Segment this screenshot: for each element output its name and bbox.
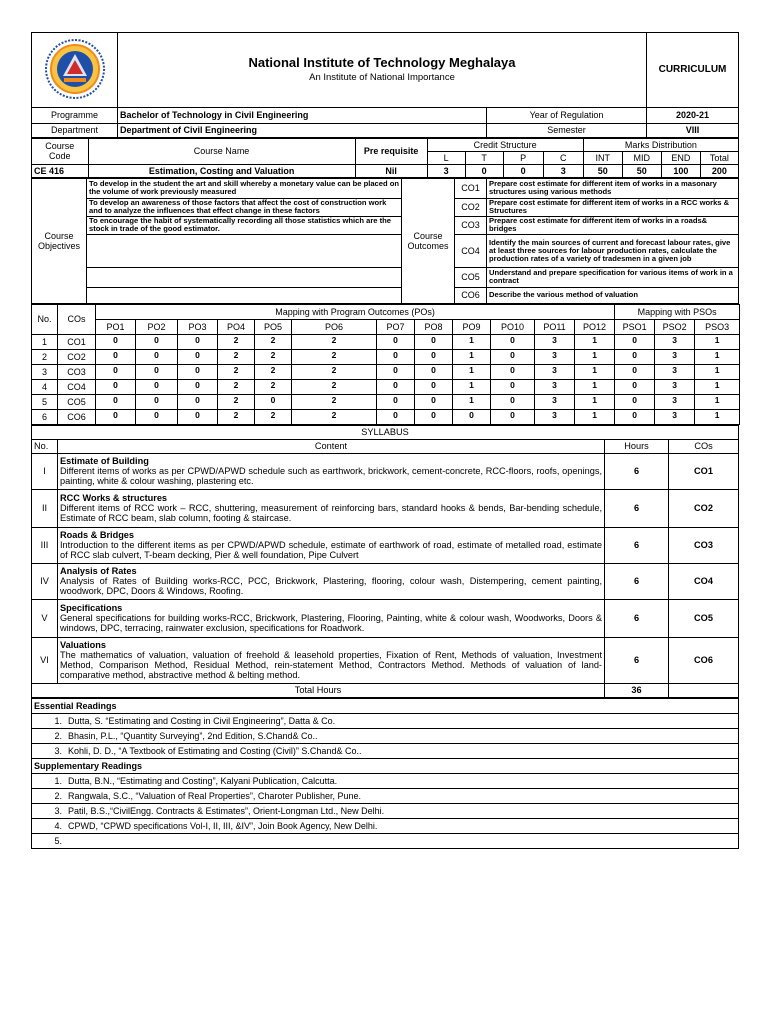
mapping-value: 1 — [695, 349, 740, 364]
mapping-value: 2 — [218, 364, 255, 379]
col-C: C — [543, 151, 583, 164]
header-table — [31, 32, 739, 108]
mapping-value: 3 — [535, 379, 575, 394]
mapping-value: 2 — [255, 349, 292, 364]
mapping-value: 0 — [615, 409, 655, 424]
outcome-text: Prepare cost estimate for different item of works in a roads& bridges — [487, 216, 739, 234]
mapping-value: 2 — [292, 364, 377, 379]
unit-hours: 6 — [605, 599, 669, 637]
unit-body: Different items of RCC work – RCC, shuttering, measurement of reinforcing bars, standard hooks & bends, Bar-bending schedule, Estimate of RCC beam, slab column, footing & staircase. — [60, 503, 602, 523]
mapping-value: 1 — [695, 394, 740, 409]
mapping-value: 0 — [96, 409, 136, 424]
unit-no: IV — [32, 563, 58, 599]
objective-1: To develop in the student the art and skill whereby a monetary value can be placed on the volume of work previously measured — [87, 178, 402, 198]
mapping-value: 2 — [255, 364, 292, 379]
mapping-value: 0 — [136, 379, 178, 394]
institute-tagline: An Institute of National Importance — [309, 72, 455, 83]
mapping-cos-label: COs — [58, 304, 96, 334]
mapping-value: 0 — [377, 394, 415, 409]
reading-number: 3. — [54, 745, 62, 756]
mapping-value: 0 — [415, 334, 453, 349]
unit-hours: 6 — [605, 563, 669, 599]
mapping-value: 0 — [178, 409, 218, 424]
col-P: P — [503, 151, 543, 164]
prereq-label: Pre requisite — [355, 138, 427, 164]
readings-table — [31, 698, 739, 849]
objective-4 — [87, 234, 402, 267]
mapping-value: 0 — [415, 349, 453, 364]
unit-body: General specifications for building works-RCC, Brickwork, Plastering, Flooring, Painting, white & colour wash, Woodworks, Doors & windows, DPC, terracing, rainwater exclusion, specifications for Roadwork. — [60, 613, 602, 633]
mapping-value: 1 — [575, 409, 615, 424]
mapping-value: 0 — [491, 364, 535, 379]
syllabus-hours-label: Hours — [605, 439, 669, 453]
mapping-value: 3 — [655, 334, 695, 349]
logo-cell — [32, 33, 118, 108]
regulation-label: Year of Regulation — [487, 108, 647, 123]
programme-table — [31, 108, 739, 138]
mapping-value: 0 — [136, 364, 178, 379]
po-mapping-title: Mapping with Program Outcomes (POs) — [96, 304, 615, 319]
col-INT: INT — [583, 151, 622, 164]
total-hours-empty — [669, 683, 739, 697]
mapping-value: 1 — [695, 364, 740, 379]
total-hours-label: Total Hours — [32, 683, 605, 697]
mapping-value: 0 — [136, 349, 178, 364]
unit-co: CO2 — [669, 489, 739, 527]
mapping-row-co: CO6 — [58, 409, 96, 424]
mapping-col-po12: PO12 — [575, 319, 615, 334]
mapping-value: 1 — [575, 334, 615, 349]
mapping-value: 0 — [96, 364, 136, 379]
unit-hours: 6 — [605, 527, 669, 563]
reading-text: Kohli, D. D., “A Textbook of Estimating and Costing (Civil)” S.Chand& Co.. — [68, 745, 362, 756]
curriculum-sheet — [31, 32, 739, 849]
mapping-value: 0 — [178, 379, 218, 394]
reading-item — [32, 833, 739, 848]
mapping-value: 0 — [377, 379, 415, 394]
outcome-co: CO6 — [455, 287, 487, 303]
mapping-col-pso1: PSO1 — [615, 319, 655, 334]
mapping-value: 0 — [453, 409, 491, 424]
regulation-value: 2020-21 — [647, 108, 739, 123]
reading-cell — [32, 728, 739, 743]
unit-hours: 6 — [605, 453, 669, 489]
syllabus-content-label: Content — [58, 439, 605, 453]
mapping-row — [32, 364, 740, 379]
syllabus-table — [31, 425, 739, 698]
mapping-col-po3: PO3 — [178, 319, 218, 334]
syllabus-title: SYLLABUS — [32, 425, 739, 439]
mapping-value: 3 — [535, 394, 575, 409]
mapping-row — [32, 394, 740, 409]
institute-name: National Institute of Technology Meghalaya — [248, 55, 516, 70]
mapping-value: 0 — [615, 334, 655, 349]
course-table — [31, 138, 739, 178]
mapping-value: 0 — [136, 334, 178, 349]
objective-6 — [87, 287, 402, 303]
objective-3: To encourage the habit of systematically recording all those statistics which are the stock in trade of the good estimator. — [87, 216, 402, 234]
mapping-value: 2 — [292, 349, 377, 364]
mapping-value: 0 — [377, 334, 415, 349]
mapping-col-po6: PO6 — [292, 319, 377, 334]
mapping-value: 1 — [575, 379, 615, 394]
mapping-row-no: 1 — [32, 334, 58, 349]
mapping-value: 1 — [695, 409, 740, 424]
unit-content — [58, 453, 605, 489]
outcome-co: CO5 — [455, 267, 487, 287]
reading-cell — [32, 713, 739, 728]
mapping-value: 0 — [491, 409, 535, 424]
mapping-value: 0 — [136, 409, 178, 424]
mapping-row-no: 4 — [32, 379, 58, 394]
reading-text: Patil, B.S.,“CivilEngg. Contracts & Estimates”, Orient-Longman Ltd., New Delhi. — [68, 805, 385, 816]
objectives-label: Course Objectives — [32, 178, 87, 303]
mapping-value: 1 — [453, 364, 491, 379]
unit-content — [58, 527, 605, 563]
mapping-value: 0 — [96, 334, 136, 349]
total-hours-value: 36 — [605, 683, 669, 697]
mapping-row — [32, 379, 740, 394]
outcome-text: Understand and prepare specification for various items of work in a contract — [487, 267, 739, 287]
mapping-value: 0 — [415, 379, 453, 394]
reading-number: 2. — [54, 730, 62, 741]
course-INT: 50 — [583, 164, 622, 177]
mapping-value: 3 — [655, 379, 695, 394]
unit-co: CO1 — [669, 453, 739, 489]
mapping-value: 3 — [655, 409, 695, 424]
mapping-value: 0 — [178, 394, 218, 409]
unit-content — [58, 489, 605, 527]
mapping-value: 2 — [255, 409, 292, 424]
mapping-value: 2 — [292, 334, 377, 349]
reading-item — [32, 713, 739, 728]
reading-text: Bhasin, P.L., “Quantity Surveying”, 2nd Edition, S.Chand& Co.. — [68, 730, 318, 741]
mapping-value: 0 — [491, 394, 535, 409]
reading-item — [32, 728, 739, 743]
reading-cell — [32, 773, 739, 788]
programme-label: Programme — [32, 108, 118, 123]
reading-item — [32, 803, 739, 818]
mapping-no-label: No. — [32, 304, 58, 334]
syllabus-unit — [32, 599, 739, 637]
mapping-col-po9: PO9 — [453, 319, 491, 334]
col-Total: Total — [700, 151, 738, 164]
supplementary-readings-title: Supplementary Readings — [32, 758, 739, 773]
mapping-value: 0 — [96, 349, 136, 364]
mapping-value: 0 — [178, 364, 218, 379]
unit-no: V — [32, 599, 58, 637]
mapping-col-po5: PO5 — [255, 319, 292, 334]
mapping-value: 3 — [535, 349, 575, 364]
mapping-value: 0 — [491, 349, 535, 364]
reading-number: 2. — [54, 790, 62, 801]
mapping-col-pso3: PSO3 — [695, 319, 740, 334]
reading-cell — [32, 788, 739, 803]
mapping-value: 1 — [695, 379, 740, 394]
mapping-value: 0 — [255, 394, 292, 409]
syllabus-unit — [32, 563, 739, 599]
reading-cell — [32, 818, 739, 833]
mapping-table — [31, 304, 740, 425]
course-code: CE 416 — [32, 164, 89, 177]
mapping-col-po2: PO2 — [136, 319, 178, 334]
syllabus-no-label: No. — [32, 439, 58, 453]
unit-no: VI — [32, 637, 58, 683]
course-prereq: Nil — [355, 164, 427, 177]
unit-title: Analysis of Rates — [60, 566, 137, 576]
unit-title: RCC Works & structures — [60, 493, 168, 503]
mapping-value: 2 — [292, 409, 377, 424]
mapping-value: 0 — [377, 409, 415, 424]
mapping-value: 1 — [453, 379, 491, 394]
mapping-col-pso2: PSO2 — [655, 319, 695, 334]
unit-body: Analysis of Rates of Building works-RCC, PCC, Brickwork, Plastering, flooring, colour wash, Distempering, cement painting, woodwork, DPC, Doors & Windows, Roofing. — [60, 576, 602, 596]
mapping-value: 1 — [453, 349, 491, 364]
unit-title: Estimate of Building — [60, 456, 149, 466]
reading-text: Dutta, B.N., “Estimating and Costing”, Kalyani Publication, Calcutta. — [68, 775, 338, 786]
mapping-row — [32, 409, 740, 424]
reading-text: CPWD, “CPWD specifications Vol-I, II, III, &IV”, Join Book Agency, New Delhi. — [68, 820, 378, 831]
mapping-row-co: CO3 — [58, 364, 96, 379]
mapping-value: 3 — [535, 364, 575, 379]
outcome-co: CO4 — [455, 234, 487, 267]
unit-body: The mathematics of valuation, valuation of freehold & leasehold properties, Fixation of Rent, Methods of valuation, Investment Method, Comparison Method, Residual Method, rein-statement Method, Contractors Method. Methods of valuation of land-comparative method, abstractive method & belting method. — [60, 650, 602, 680]
unit-content — [58, 563, 605, 599]
mapping-row-co: CO4 — [58, 379, 96, 394]
course-name-label: Course Name — [88, 138, 355, 164]
syllabus-cos-label: COs — [669, 439, 739, 453]
unit-hours: 6 — [605, 489, 669, 527]
col-END: END — [661, 151, 700, 164]
outcomes-label: Course Outcomes — [402, 178, 455, 303]
mapping-col-po10: PO10 — [491, 319, 535, 334]
mapping-value: 2 — [218, 394, 255, 409]
syllabus-unit — [32, 489, 739, 527]
mapping-value: 0 — [491, 379, 535, 394]
unit-co: CO5 — [669, 599, 739, 637]
mapping-value: 3 — [535, 409, 575, 424]
outcome-co: CO2 — [455, 198, 487, 216]
mapping-row — [32, 349, 740, 364]
mapping-value: 0 — [491, 334, 535, 349]
outcome-text: Identify the main sources of current and forecast labour rates, give at least three sources for labour production rates, calculate the production rates of a variety of tradesmen in a given job — [487, 234, 739, 267]
mapping-value: 0 — [615, 364, 655, 379]
reading-number: 1. — [54, 715, 62, 726]
mapping-value: 0 — [415, 409, 453, 424]
reading-number: 3. — [54, 805, 62, 816]
course-MID: 50 — [622, 164, 661, 177]
mapping-value: 0 — [415, 394, 453, 409]
col-L: L — [427, 151, 465, 164]
outcome-text: Describe the various method of valuation — [487, 287, 739, 303]
unit-content — [58, 637, 605, 683]
mapping-col-po1: PO1 — [96, 319, 136, 334]
col-T: T — [465, 151, 503, 164]
mapping-col-po4: PO4 — [218, 319, 255, 334]
mapping-value: 3 — [535, 334, 575, 349]
mapping-value: 1 — [575, 394, 615, 409]
mapping-value: 2 — [218, 409, 255, 424]
outcome-text: Prepare cost estimate for different item of works in a masonary structures using various methods — [487, 178, 739, 198]
mapping-value: 2 — [218, 379, 255, 394]
unit-co: CO3 — [669, 527, 739, 563]
mapping-value: 3 — [655, 364, 695, 379]
unit-content — [58, 599, 605, 637]
mapping-value: 3 — [655, 349, 695, 364]
unit-no: III — [32, 527, 58, 563]
mapping-value: 2 — [255, 379, 292, 394]
objective-5 — [87, 267, 402, 287]
course-L: 3 — [427, 164, 465, 177]
unit-co: CO4 — [669, 563, 739, 599]
mapping-row-no: 2 — [32, 349, 58, 364]
reading-item — [32, 788, 739, 803]
institute-logo-icon — [44, 38, 106, 100]
reading-item — [32, 773, 739, 788]
reading-text: Rangwala, S.C., “Valuation of Real Properties”, Charoter Publisher, Pune. — [68, 790, 361, 801]
mapping-value: 2 — [218, 349, 255, 364]
mapping-value: 1 — [453, 394, 491, 409]
unit-title: Valuations — [60, 640, 106, 650]
mapping-value: 0 — [615, 349, 655, 364]
unit-no: I — [32, 453, 58, 489]
mapping-value: 2 — [292, 394, 377, 409]
reading-number: 5. — [54, 835, 62, 846]
unit-title: Specifications — [60, 603, 123, 613]
department-value: Department of Civil Engineering — [118, 123, 487, 137]
mapping-row-co: CO2 — [58, 349, 96, 364]
mapping-col-po11: PO11 — [535, 319, 575, 334]
mapping-col-po7: PO7 — [377, 319, 415, 334]
unit-body: Different items of works as per CPWD/APWD schedule such as earthwork, brickwork, cement-concrete, RCC-floors, roofs, openings, painting, white & colour washing, plastering etc. — [60, 466, 602, 486]
essential-readings-title: Essential Readings — [32, 698, 739, 713]
objective-2: To develop an awareness of those factors that affect the cost of construction work and to analyze the influences that effect change in these factors — [87, 198, 402, 216]
unit-co: CO6 — [669, 637, 739, 683]
mapping-value: 0 — [615, 379, 655, 394]
reading-item — [32, 743, 739, 758]
course-END: 100 — [661, 164, 700, 177]
mapping-value: 2 — [255, 334, 292, 349]
mapping-value: 1 — [575, 364, 615, 379]
marks-distribution-label: Marks Distribution — [583, 138, 738, 151]
doc-type: CURRICULUM — [647, 33, 739, 108]
mapping-value: 0 — [178, 334, 218, 349]
reading-number: 1. — [54, 775, 62, 786]
mapping-value: 0 — [96, 379, 136, 394]
mapping-value: 2 — [292, 379, 377, 394]
mapping-col-po8: PO8 — [415, 319, 453, 334]
reading-text: Dutta, S. “Estimating and Costing in Civil Engineering”, Datta & Co. — [68, 715, 336, 726]
pso-mapping-title: Mapping with PSOs — [615, 304, 740, 319]
mapping-row-co: CO1 — [58, 334, 96, 349]
mapping-row-no: 3 — [32, 364, 58, 379]
course-name: Estimation, Costing and Valuation — [88, 164, 355, 177]
unit-no: II — [32, 489, 58, 527]
unit-body: Introduction to the different items as per CPWD/APWD schedule, estimate of earthwork of road, estimate of metalled road, estimate of RCC slab culvert, T-beam decking, Pier & well foundation, Pipe Culvert — [60, 540, 602, 560]
mapping-value: 3 — [655, 394, 695, 409]
credit-structure-label: Credit Structure — [427, 138, 583, 151]
semester-value: VIII — [647, 123, 739, 137]
reading-item — [32, 818, 739, 833]
mapping-value: 0 — [377, 349, 415, 364]
unit-title: Roads & Bridges — [60, 530, 135, 540]
mapping-value: 1 — [695, 334, 740, 349]
col-MID: MID — [622, 151, 661, 164]
course-code-label: Course Code — [32, 138, 89, 164]
course-C: 3 — [543, 164, 583, 177]
mapping-row — [32, 334, 740, 349]
mapping-value: 2 — [218, 334, 255, 349]
reading-cell — [32, 833, 739, 848]
syllabus-unit — [32, 637, 739, 683]
mapping-row-co: CO5 — [58, 394, 96, 409]
reading-cell — [32, 743, 739, 758]
mapping-value: 0 — [96, 394, 136, 409]
department-label: Department — [32, 123, 118, 137]
mapping-value: 0 — [615, 394, 655, 409]
mapping-value: 0 — [415, 364, 453, 379]
syllabus-unit — [32, 527, 739, 563]
mapping-row-no: 6 — [32, 409, 58, 424]
reading-number: 4. — [54, 820, 62, 831]
mapping-value: 1 — [575, 349, 615, 364]
course-Total: 200 — [700, 164, 738, 177]
outcome-co: CO3 — [455, 216, 487, 234]
outcome-text: Prepare cost estimate for different item of works in a RCC works & Structures — [487, 198, 739, 216]
mapping-value: 0 — [136, 394, 178, 409]
unit-hours: 6 — [605, 637, 669, 683]
mapping-value: 0 — [178, 349, 218, 364]
course-P: 0 — [503, 164, 543, 177]
mapping-value: 0 — [377, 364, 415, 379]
outcome-co: CO1 — [455, 178, 487, 198]
objectives-outcomes-table — [31, 178, 739, 304]
title-cell — [118, 33, 647, 108]
mapping-value: 1 — [453, 334, 491, 349]
course-T: 0 — [465, 164, 503, 177]
programme-value: Bachelor of Technology in Civil Engineering — [118, 108, 487, 123]
syllabus-unit — [32, 453, 739, 489]
reading-cell — [32, 803, 739, 818]
semester-label: Semester — [487, 123, 647, 137]
mapping-row-no: 5 — [32, 394, 58, 409]
